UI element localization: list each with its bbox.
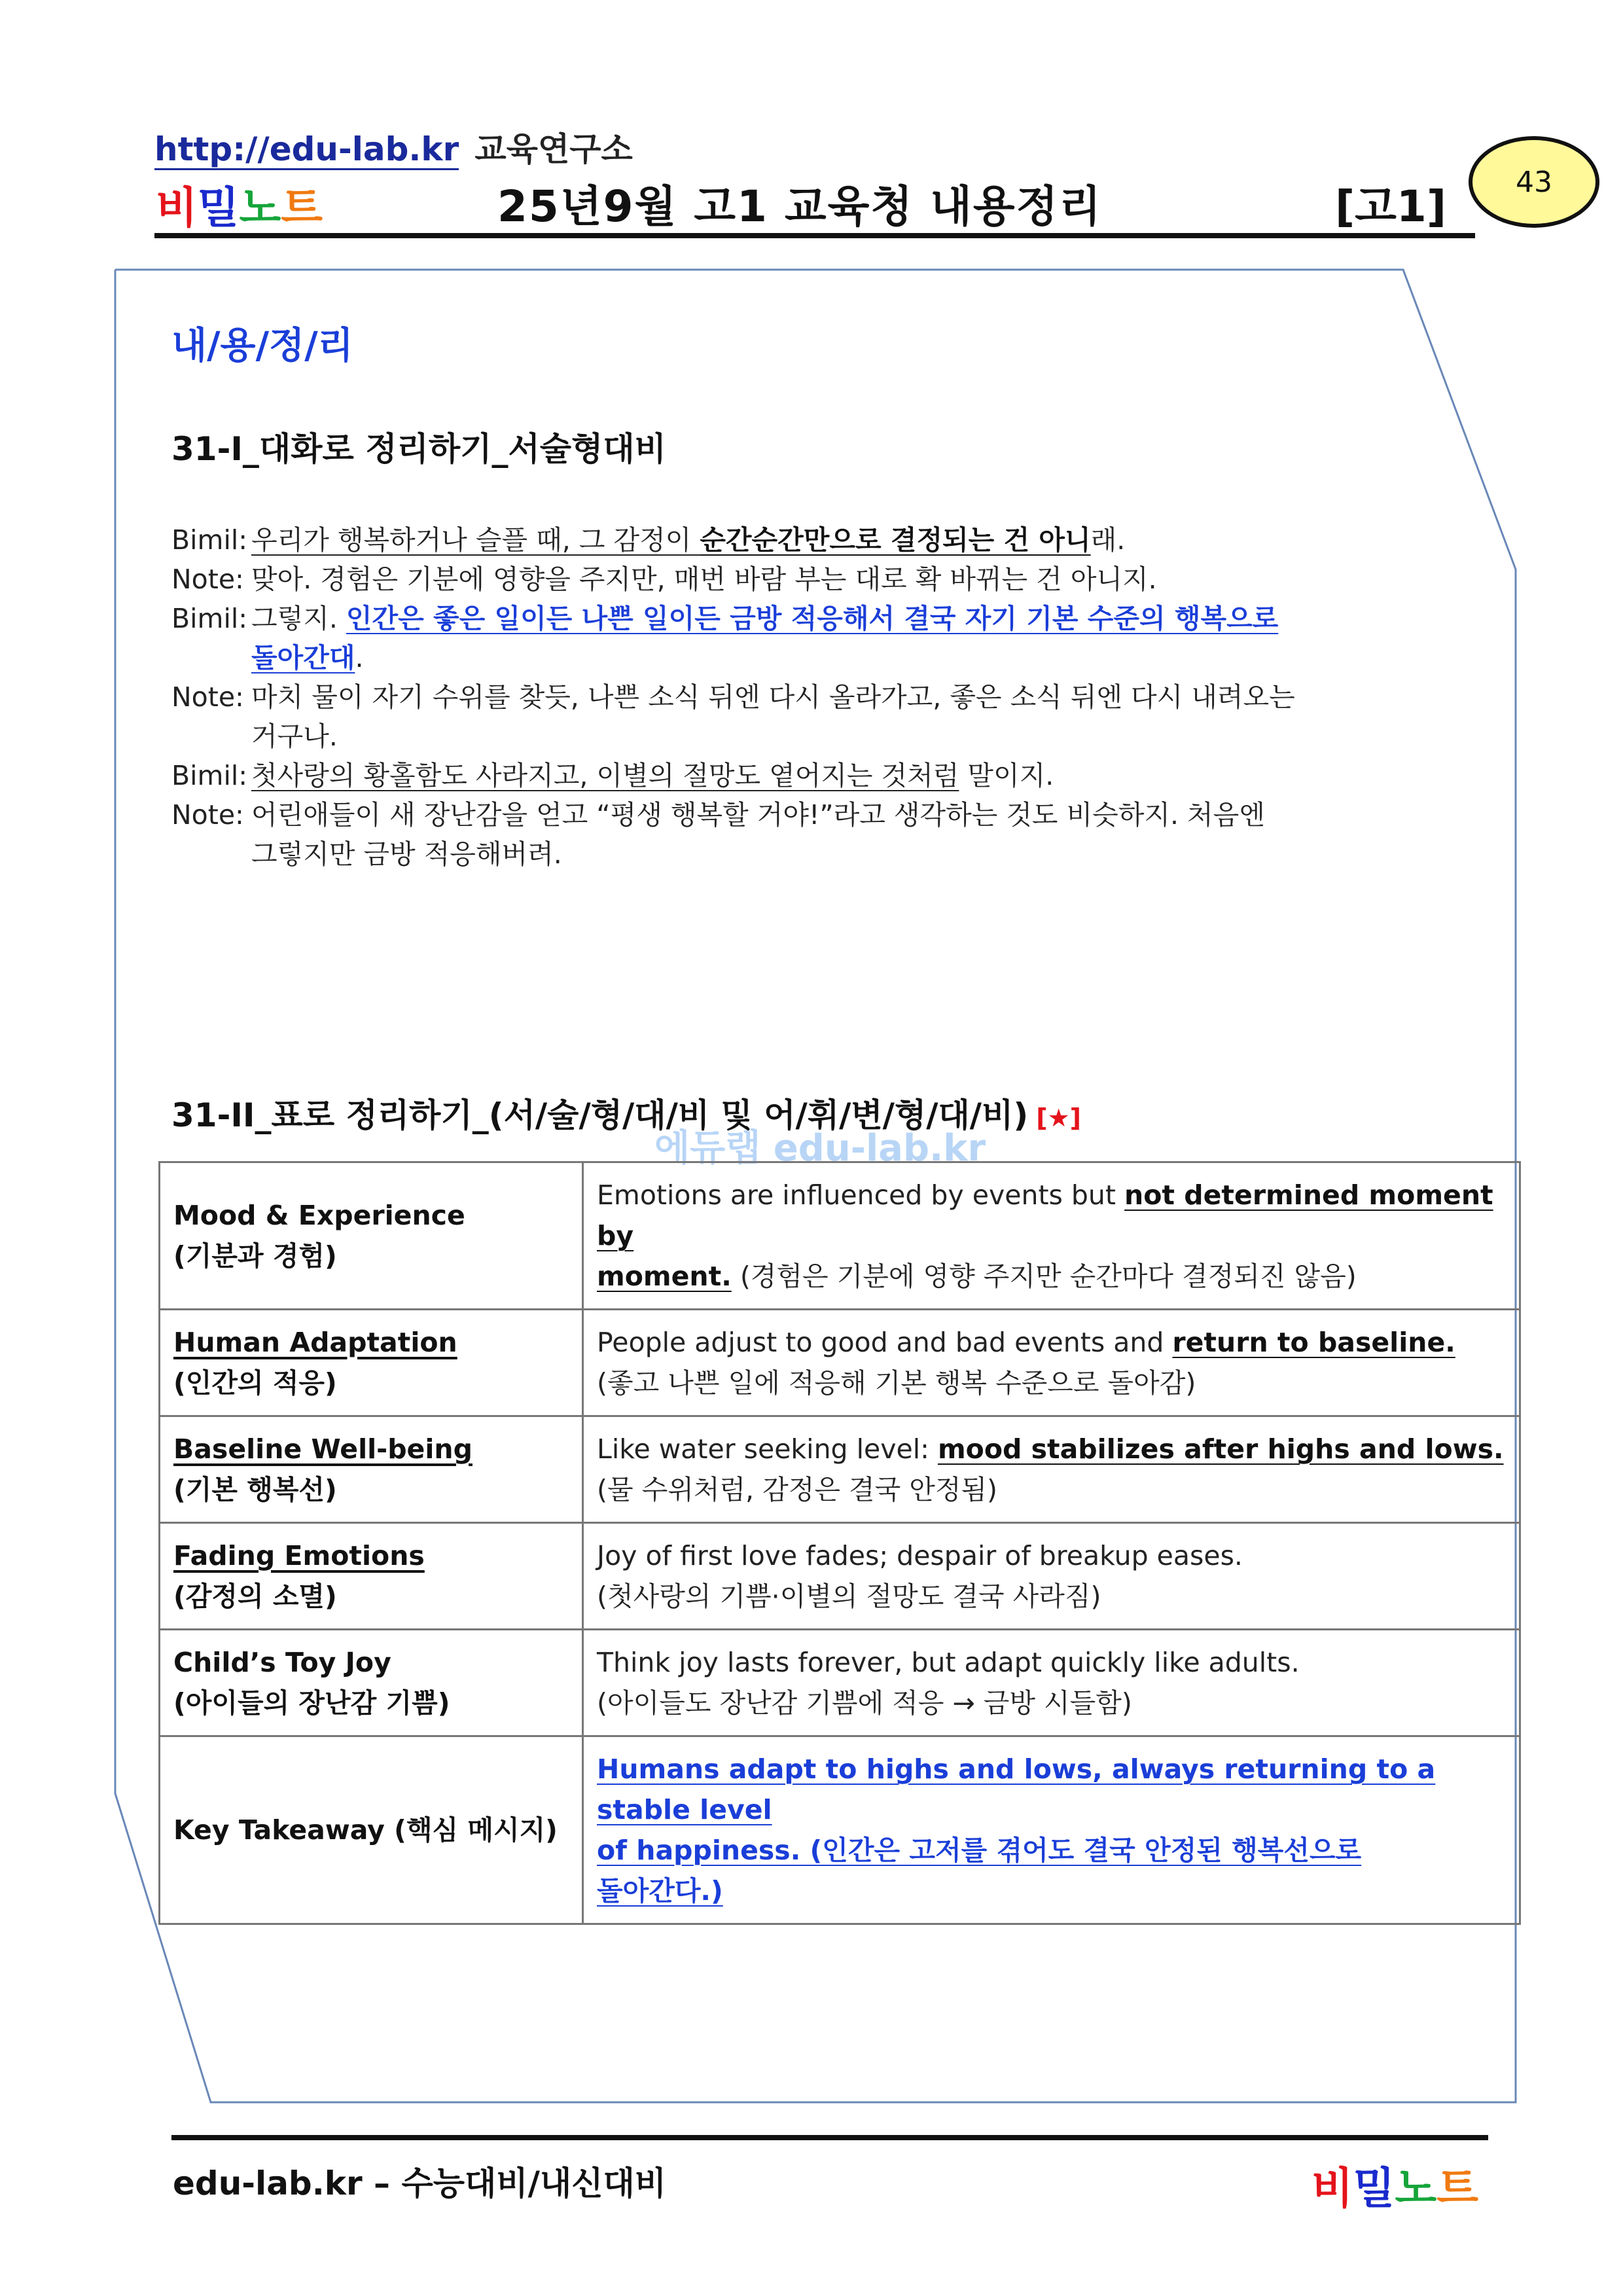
table-row (160, 1736, 1520, 1924)
description-text: Humans adapt to highs and lows, always returning to a stable level (597, 1753, 1436, 1825)
dialogue-text: 인간은 좋은 일이든 나쁜 일이든 금방 적응해서 결국 자기 기본 수준의 행복으로 (346, 603, 1279, 634)
brand-char: 밀 (1353, 2163, 1395, 2214)
dialogue-line (171, 637, 363, 678)
dialogue-text: 돌아간대 (251, 642, 355, 673)
term-english: Baseline Well-being (173, 1433, 473, 1465)
dialogue-line (171, 716, 338, 757)
description-text: Joy of first love fades; despair of breakup eases. (597, 1540, 1243, 1571)
dialogue-line (171, 598, 1278, 639)
term-korean: (아이들의 장난감 기쁨) (173, 1687, 450, 1719)
term-cell (160, 1630, 583, 1736)
dialogue-line (171, 677, 1295, 717)
footer-brand-logo (1311, 2153, 1478, 2215)
brand-char: 비 (1311, 2163, 1353, 2214)
description-text: moment. (597, 1261, 732, 1292)
table-row (160, 1310, 1520, 1416)
brand-char: 노 (239, 183, 281, 233)
speaker-label: Note: (171, 681, 244, 713)
description-text: of happiness. (인간은 고저를 겪어도 결국 안정된 행복선으로 (597, 1835, 1362, 1866)
document-title: 25년9월 고1 교육청 내용정리 (497, 181, 1103, 232)
term-cell (160, 1416, 583, 1523)
footer-text: edu-lab.kr – 수능대비/내신대비 (173, 2164, 667, 2202)
dialogue-text: 마치 물이 자기 수위를 찾듯, 나쁜 소식 뒤엔 다시 올라가고, 좋은 소식 뒤엔 다시 내려오는 (251, 681, 1295, 713)
term-english: Child’s Toy Joy (173, 1647, 391, 1678)
term-cell (160, 1310, 583, 1416)
description-text: mood stabilizes after highs and lows. (937, 1433, 1504, 1465)
description-text: (좋고 나쁜 일에 적응해 기본 행복 수준으로 돌아감) (597, 1367, 1196, 1399)
institute-name: 교육연구소 (474, 130, 633, 168)
dialogue-text: 어린애들이 새 장난감을 얻고 “평생 행복할 거야!”라고 생각하는 것도 비슷하지. 처음엔 (251, 799, 1265, 831)
term-english: Human Adaptation (173, 1327, 457, 1358)
dialogue-text: 말이지. (959, 760, 1054, 791)
description-text: return to baseline. (1172, 1327, 1455, 1358)
brand-char: 트 (281, 183, 323, 233)
description-text: People adjust to good and bad events and (597, 1327, 1173, 1358)
brand-char: 노 (1395, 2163, 1437, 2214)
section-heading: 내/용/정/리 (171, 325, 353, 367)
description-text: (경험은 기분에 영향 주지만 순간마다 결정되진 않음) (731, 1261, 1357, 1292)
dialogue-line (171, 520, 1125, 560)
part2-title-text: 31-II_표로 정리하기_(서/술/형/대/비 및 어/휘/변/형/대/비) (171, 1096, 1029, 1134)
term-korean: (감정의 소멸) (173, 1581, 337, 1612)
dialogue-text: 거구나. (251, 721, 338, 752)
term-korean: (기본 행복선) (173, 1474, 337, 1505)
brand-char: 밀 (197, 183, 240, 233)
dialogue-text: 래. (1090, 524, 1126, 556)
dialogue-text: 그렇지만 금방 적응해버려. (251, 838, 562, 870)
dialogue-text: 맞아. 경험은 기분에 영향을 주지만, 매번 바람 부는 대로 확 바뀌는 건 아니지. (251, 564, 1157, 595)
speaker-label: Note: (171, 799, 244, 831)
speaker-label: Note: (171, 564, 244, 595)
dialogue-text: 그렇지. (251, 603, 346, 634)
summary-table (158, 1161, 1521, 1925)
dialogue-line (171, 834, 562, 874)
page-number-badge: 43 (1469, 136, 1599, 228)
header-divider (154, 233, 1475, 238)
table-row (160, 1630, 1520, 1736)
dialogue-text: 순간순간만으로 결정되는 건 아니 (700, 524, 1091, 556)
table-row (160, 1523, 1520, 1630)
term-english: Fading Emotions (173, 1540, 425, 1571)
description-text: not determined moment by (597, 1179, 1493, 1251)
footer-divider (171, 2135, 1488, 2140)
brand-char: 트 (1436, 2163, 1479, 2214)
description-text: Think joy lasts forever, but adapt quickly like adults. (597, 1647, 1300, 1678)
term-korean: (인간의 적응) (173, 1367, 337, 1399)
dialogue-text: . (355, 642, 364, 673)
speaker-label: Bimil: (171, 760, 248, 791)
term-korean: (기분과 경험) (173, 1240, 337, 1272)
description-cell (583, 1310, 1520, 1416)
site-header-link[interactable] (154, 123, 633, 170)
description-text: Emotions are influenced by events but (597, 1179, 1125, 1211)
brand-char: 비 (156, 183, 198, 233)
table-row (160, 1162, 1520, 1310)
dialogue-text: 첫사랑의 황홀함도 사라지고, 이별의 절망도 옅어지는 것처럼 (251, 760, 959, 791)
term-english: Key Takeaway (핵심 메시지) (173, 1814, 558, 1846)
description-cell (583, 1630, 1520, 1736)
description-text: (첫사랑의 기쁨·이별의 절망도 결국 사라짐) (597, 1581, 1101, 1612)
term-cell (160, 1162, 583, 1310)
watermark: 에듀랩 edu-lab.kr (654, 1127, 986, 1170)
term-cell (160, 1736, 583, 1924)
description-cell (583, 1162, 1520, 1310)
description-text: Like water seeking level: (597, 1433, 938, 1465)
description-text: (아이들도 장난감 기쁨에 적응 → 금방 시들함) (597, 1687, 1132, 1719)
star-marker: [★] (1036, 1103, 1082, 1132)
description-cell (583, 1523, 1520, 1630)
description-cell (583, 1736, 1520, 1924)
speaker-label: Bimil: (171, 603, 248, 634)
dialogue-line (171, 795, 1265, 835)
grade-tag: [고1] (1335, 181, 1447, 232)
dialogue-line (171, 755, 1054, 796)
dialogue-text: 우리가 행복하거나 슬플 때, 그 감정이 (251, 524, 700, 556)
brand-logo (156, 173, 323, 235)
description-text: (물 수위처럼, 감정은 결국 안정됨) (597, 1474, 998, 1505)
site-url[interactable]: http://edu-lab.kr (154, 130, 459, 170)
term-english: Mood & Experience (173, 1200, 465, 1231)
part1-title: 31-I_대화로 정리하기_서술형대비 (171, 430, 666, 468)
speaker-label: Bimil: (171, 524, 248, 556)
description-cell (583, 1416, 1520, 1523)
dialogue-line (171, 559, 1157, 600)
term-cell (160, 1523, 583, 1630)
table-row (160, 1416, 1520, 1523)
description-text: 돌아간다.) (597, 1875, 723, 1907)
